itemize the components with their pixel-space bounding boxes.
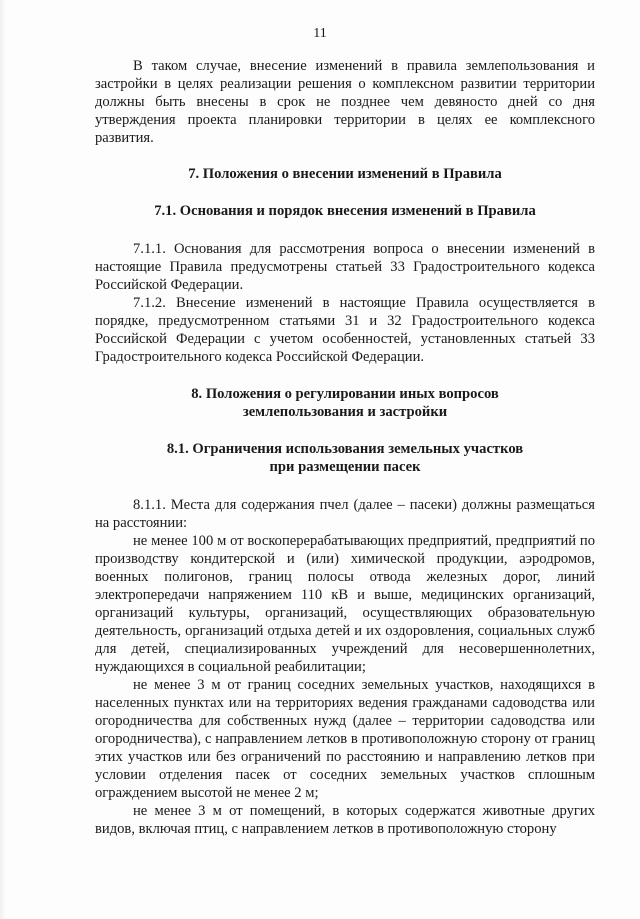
section-8-heading-line2: землепользования и застройки <box>242 404 448 420</box>
section-7-heading: 7. Положения о внесении изменений в Правила <box>188 166 502 182</box>
section-7-1-heading: 7.1. Основания и порядок внесения изменений в Правила <box>154 203 536 219</box>
section-8-heading-line1: 8. Положения о регулировании иных вопросов <box>191 386 499 402</box>
section-8-1-heading <box>95 440 595 476</box>
intro-paragraph: В таком случае, внесение изменений в правила землепользования и застройки в целях реализации решения о комплексном развитии территории должны быть внесены в срок не позднее чем девяносто дней со дня утверждения проекта планировки территории в целях ее комплексного развития. <box>95 58 595 146</box>
list-item-distance-3m-land: не менее 3 м от границ соседних земельных участков, находящихся в населенных пунктах или на территориях ведения гражданами садоводства или огородничества для собственных нужд (далее – территории садоводства или огородничества), с направлением летков в противоположную сторону от границ этих участков или без ограничений по расстоянию и направлению летков при условии отделения пасек от соседних земельных участков сплошным ограждением высотой не менее 2 м; <box>95 677 595 801</box>
section-8-1-heading-line1: 8.1. Ограничения использования земельных участков <box>166 441 524 457</box>
list-item-distance-3m-premises: не менее 3 м от помещений, в которых содержатся животные других видов, включая птиц, с направлением летков в противоположную сторону <box>95 803 595 837</box>
document-body <box>95 57 595 838</box>
paragraph-8-1-1: 8.1.1. Места для содержания пчел (далее – пасеки) должны размещаться на расстоянии: <box>95 497 595 531</box>
section-8-1-heading-line2: при размещении пасек <box>269 459 421 475</box>
section-8-heading <box>95 385 595 421</box>
paragraph-7-1-2: 7.1.2. Внесение изменений в настоящие Правила осуществляется в порядке, предусмотренном статьями 31 и 32 Градостроительного кодекса Российской Федерации с учетом особенностей, установленных статьей 33 Градостроительного кодекса Российской Федерации. <box>95 295 595 365</box>
paragraph-7-1-1: 7.1.1. Основания для рассмотрения вопроса о внесении изменений в настоящие Правила предусмотрены статьей 33 Градостроительного кодекса Российской Федерации. <box>95 241 595 293</box>
list-item-distance-100m: не менее 100 м от воскоперерабатывающих предприятий, предприятий по производству кондитерской и (или) химической продукции, аэродромов, военных полигонов, границ полосы отвода железных дорог, линий электропередачи напряжением 110 кВ и выше, медицинских организаций, организаций культуры, организаций, осуществляющих образовательную деятельность, организаций отдыха детей и их оздоровления, социальных служб для детей, специализированных учреждений для несовершеннолетних, нуждающихся в социальной реабилитации; <box>95 533 595 675</box>
page-number: 11 <box>313 26 327 41</box>
scan-edge-shadow <box>0 0 6 919</box>
